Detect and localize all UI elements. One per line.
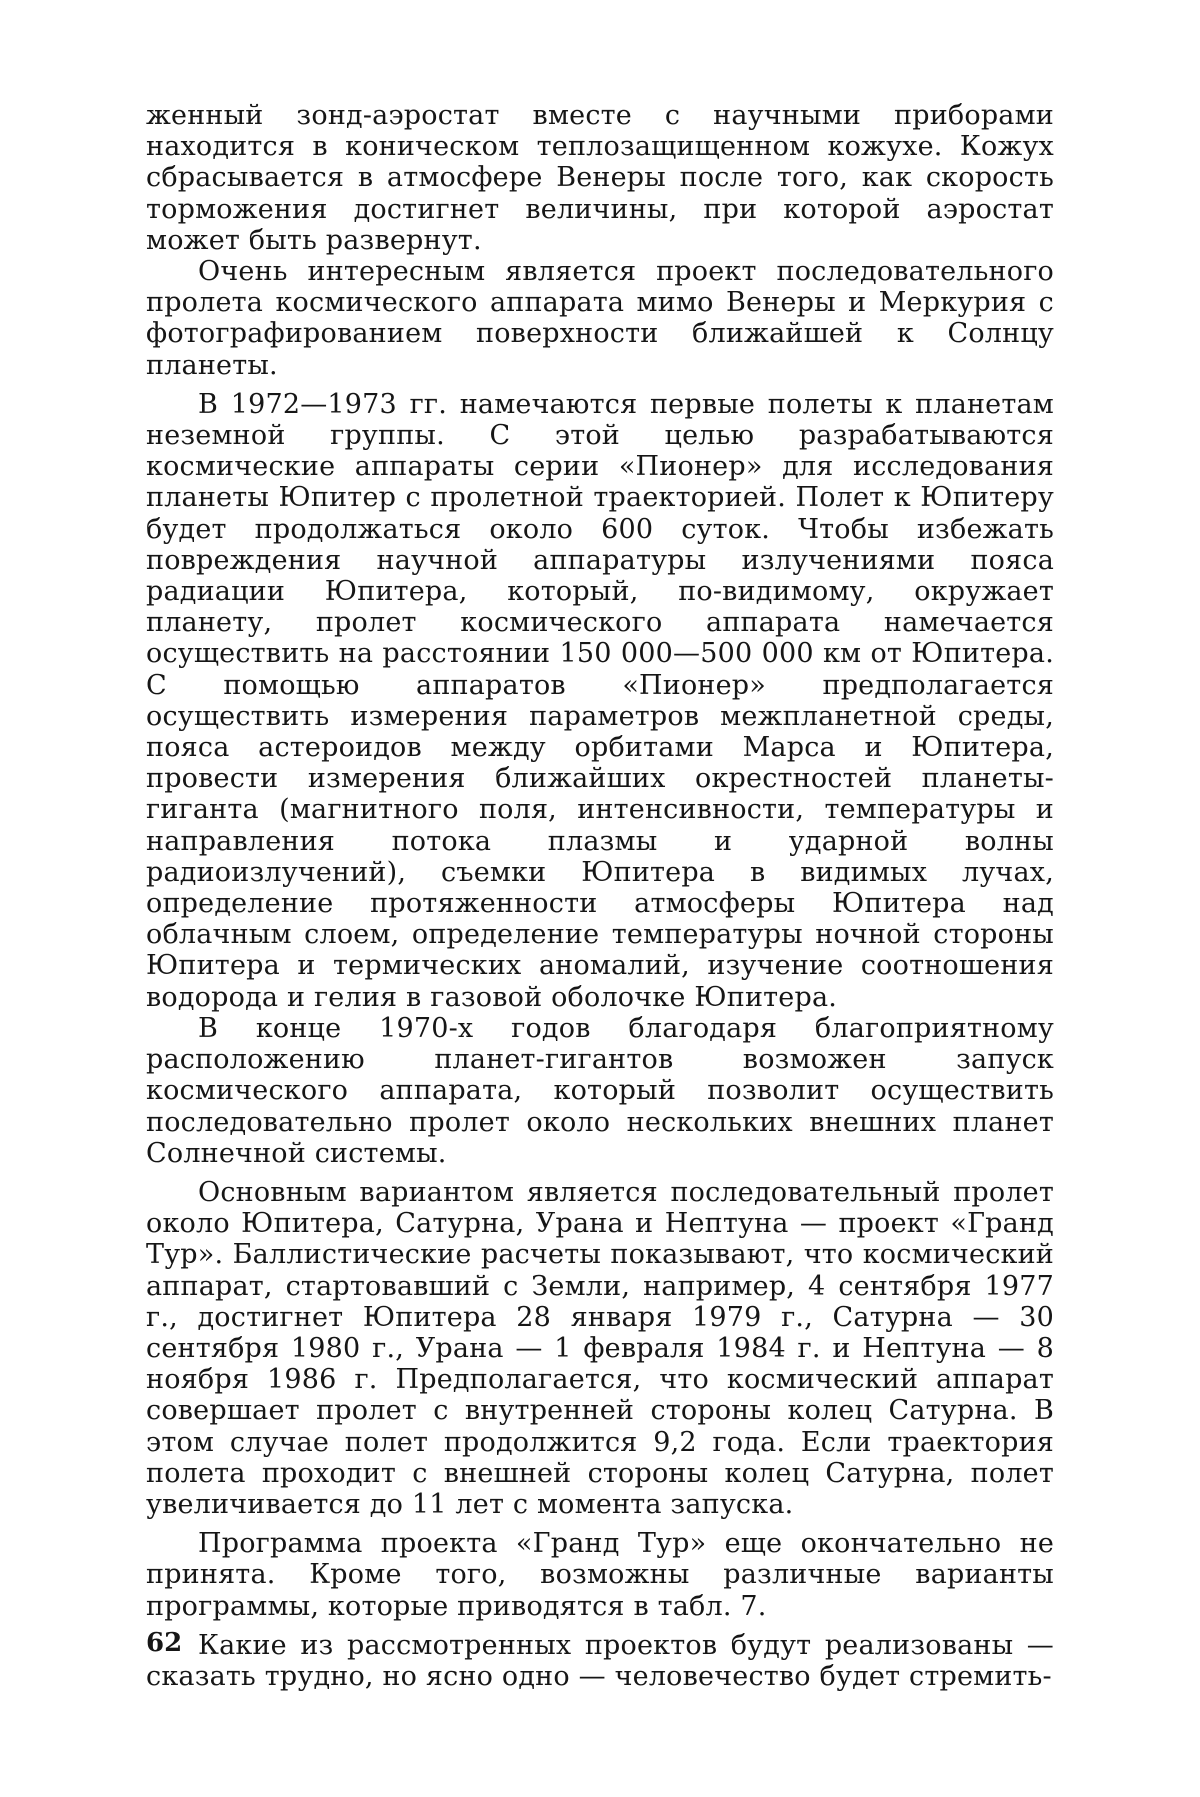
paragraph-outer-planets: В конце 1970-х годов благодаря благоприятному расположению планет-гигантов возможен запуск космического аппарата, который позволит осуществить последовательно пролет около нескольких внешних планет Солнечной системы. xyxy=(146,1012,1054,1169)
paragraph-conclusion: Какие из рассмотренных проектов будут реализованы — сказать трудно, но ясно одно — человечество будет стремить- xyxy=(146,1629,1054,1692)
paragraph-venus-mercury: Очень интересным является проект последовательного пролета космического аппарата мимо Венеры и Меркурия с фотографированием поверхности ближайшей к Солнцу планеты. xyxy=(146,256,1054,381)
paragraph-pioneer: В 1972—1973 гг. намечаются первые полеты к планетам неземной группы. С этой целью разрабатываются космические аппараты серии «Пионер» для исследования планеты Юпитер с пролетной траекторией. Полет к Юпитеру будет продолжаться около 600 суток. Чтобы избежать повреждения научной аппаратуры излучениями пояса радиации Юпитера, который, по-видимому, окружает планету, пролет космического аппарата намечается осуществить на расстоянии 150 000—500 000 км от Юпитера. С помощью аппаратов «Пионер» предполагается осуществить измерения параметров межпланетной среды, пояса астероидов между орбитами Марса и Юпитера, провести измерения ближайших окрестностей планеты-гиганта (магнитного поля, интенсивности, температуры и направления потока плазмы и ударной волны радиоизлучений), съемки Юпитера в видимых лучах, определение протяженности атмосферы Юпитера над облачным слоем, определение температуры ночной стороны Юпитера и термических аномалий, изучение соотношения водорода и гелия в газовой оболочке Юпитера. xyxy=(146,388,1054,1013)
paragraph-program: Программа проекта «Гранд Тур» еще окончательно не принята. Кроме того, возможны различные варианты программы, которые приводятся в табл. 7. xyxy=(146,1528,1054,1622)
paragraph-grand-tour: Основным вариантом является последовательный пролет около Юпитера, Сатурна, Урана и Нептуна — проект «Гранд Тур». Баллистические расчеты показывают, что космический аппарат, стартовавший с Земли, например, 4 сентября 1977 г., достигнет Юпитера 28 января 1979 г., Сатурна — 30 сентября 1980 г., Урана — 1 февраля 1984 г. и Нептуна — 8 ноября 1986 г. Предполагается, что космический аппарат совершает пролет с внутренней стороны колец Сатурна. В этом случае полет продолжится 9,2 года. Если траектория полета проходит с внешней стороны колец Сатурна, полет увеличивается до 11 лет с момента запуска. xyxy=(146,1176,1054,1520)
page-number: 62 xyxy=(146,1628,183,1658)
paragraph-continuation: женный зонд-аэростат вместе с научными приборами находится в коническом теплозащищенном кожухе. Кожух сбрасывается в атмосфере Венеры после того, как скорость торможения достигнет величины, при которой аэростат может быть развернут. xyxy=(146,100,1054,256)
page-body xyxy=(146,100,1054,1692)
